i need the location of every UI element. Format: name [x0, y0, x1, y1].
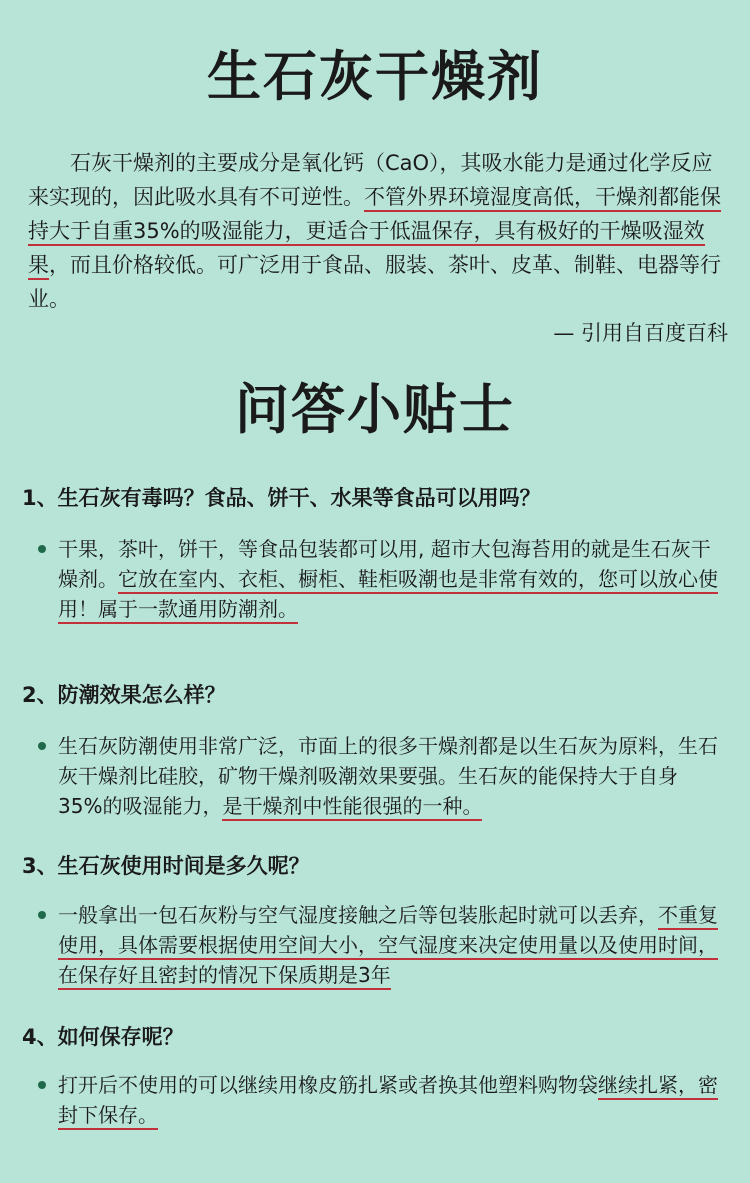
answer-3 [38, 900, 718, 990]
citation: — 引用自百度百科 [553, 321, 728, 345]
answer-2-text: 生石灰防潮使用非常广泛，市面上的很多干燥剂都是以生石灰为原料，生石灰干燥剂比硅胶，矿物干燥剂吸潮效果要强。生石灰的能保持大于自身35%的吸湿能力， [58, 734, 718, 818]
qa-title: 问答小贴士 [235, 378, 515, 441]
answer-4 [38, 1070, 718, 1130]
bullet-icon [38, 1081, 46, 1089]
answer-4-text: 打开后不使用的可以继续用橡皮筋扎紧或者换其他塑料购物袋 [58, 1073, 598, 1097]
intro-paragraph [28, 146, 728, 316]
question-4: 4、如何保存呢？ [22, 1025, 184, 1049]
answer-2 [38, 731, 718, 821]
answer-1-text: 干果，茶叶，饼干，等食品包装都可以用, 超市大包海苔用的就是生石灰干燥剂。 [58, 537, 711, 591]
question-2: 2、防潮效果怎么样？ [22, 683, 226, 707]
intro-text-rest: ，而且价格较低。可广泛用于食品、服装、茶叶、皮革、制鞋、电器等行业。 [28, 253, 721, 311]
answer-3-text: 一般拿出一包石灰粉与空气湿度接触之后等包装胀起时就可以丢弃， [58, 903, 658, 927]
answer-4-underlined: 继续扎紧，密封下保存。 [58, 1073, 718, 1130]
question-3: 3、生石灰使用时间是多久呢？ [22, 854, 310, 878]
answer-2-underlined: 是干燥剂中性能很强的一种。 [222, 794, 482, 821]
answer-1 [38, 534, 718, 624]
answer-1-underlined: 它放在室内、衣柜、橱柜、鞋柜吸潮也是非常有效的，您可以放心使用！属于一款通用防潮剂。 [58, 567, 718, 624]
answer-3-underlined: 不重复使用，具体需要根据使用空间大小，空气湿度来决定使用量以及使用时间，在保存好且密封的情况下保质期是3年 [58, 903, 718, 990]
page-title: 生石灰干燥剂 [207, 45, 543, 108]
intro-text: 石灰干燥剂的主要成分是氧化钙（CaO），其吸水能力是通过化学反应来实现的，因此吸水具有不可逆性。 [28, 151, 713, 209]
bullet-icon [38, 742, 46, 750]
bullet-icon [38, 911, 46, 919]
intro-underlined-text: 不管外界环境湿度高低，干燥剂都能保持大于自重35%的吸湿能力，更适合于低温保存，具有极好的干燥吸湿效果 [28, 185, 721, 280]
bullet-icon [38, 545, 46, 553]
question-1: 1、生石灰有毒吗？食品、饼干、水果等食品可以用吗？ [22, 486, 541, 510]
